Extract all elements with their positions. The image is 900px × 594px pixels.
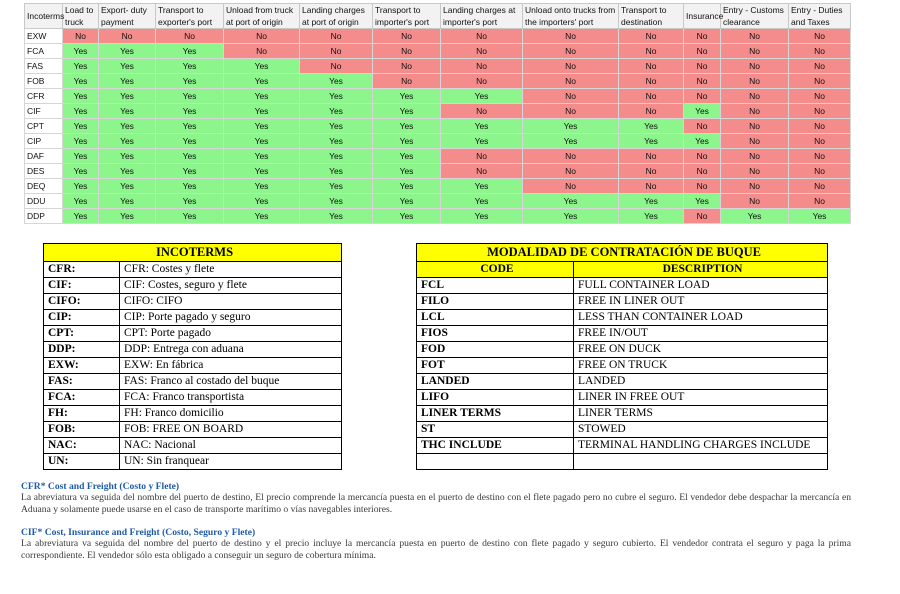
matrix-cell: Yes <box>373 179 441 194</box>
incoterms-description: FOB: FREE ON BOARD <box>120 422 342 438</box>
matrix-cell: Yes <box>224 134 300 149</box>
modalidad-row <box>417 438 828 454</box>
matrix-cell: No <box>789 74 851 89</box>
matrix-cell: Yes <box>224 104 300 119</box>
modalidad-row <box>417 422 828 438</box>
matrix-col-header: Landing charges at port of origin <box>300 4 373 29</box>
modalidad-description: LINER IN FREE OUT <box>574 390 828 406</box>
matrix-cell: Yes <box>523 209 619 224</box>
matrix-cell: Yes <box>619 119 684 134</box>
matrix-cell: No <box>373 29 441 44</box>
modalidad-code: FOT <box>417 358 574 374</box>
modalidad-title-row <box>417 244 828 262</box>
modalidad-code: LCL <box>417 310 574 326</box>
matrix-cell: Yes <box>684 104 721 119</box>
matrix-cell: Yes <box>63 44 99 59</box>
matrix-cell: No <box>224 29 300 44</box>
matrix-cell: No <box>441 59 523 74</box>
matrix-cell: No <box>789 119 851 134</box>
matrix-cell: No <box>441 44 523 59</box>
matrix-body <box>25 29 851 224</box>
modalidad-code <box>417 454 574 470</box>
matrix-cell: No <box>523 164 619 179</box>
matrix-cell: Yes <box>99 104 156 119</box>
matrix-cell: Yes <box>156 89 224 104</box>
modalidad-code: FOD <box>417 342 574 358</box>
matrix-cell: No <box>523 44 619 59</box>
matrix-row <box>25 149 851 164</box>
modalidad-col-description: DESCRIPTION <box>574 262 828 278</box>
matrix-cell: No <box>789 104 851 119</box>
matrix-cell: Yes <box>63 59 99 74</box>
incoterms-responsibility-matrix <box>24 3 851 224</box>
matrix-cell: No <box>684 89 721 104</box>
matrix-col-header: Transport to exporter's port <box>156 4 224 29</box>
matrix-cell: No <box>789 134 851 149</box>
matrix-col-header: Unload onto trucks from the importers' port <box>523 4 619 29</box>
matrix-cell: No <box>789 89 851 104</box>
note-cfr-title: Cost and Freight (Costo y Flete) <box>47 481 180 492</box>
matrix-col-header: Export- duty payment <box>99 4 156 29</box>
matrix-cell: Yes <box>99 209 156 224</box>
incoterms-description: FH: Franco domicilio <box>120 406 342 422</box>
matrix-cell: Yes <box>99 179 156 194</box>
matrix-cell: No <box>684 209 721 224</box>
matrix-cell: No <box>224 44 300 59</box>
matrix-cell: Yes <box>684 134 721 149</box>
matrix-cell: Yes <box>373 164 441 179</box>
matrix-term: FOB <box>25 74 63 89</box>
incoterms-row <box>44 294 342 310</box>
incoterms-code: CIF: <box>44 278 120 294</box>
matrix-cell: Yes <box>63 149 99 164</box>
matrix-cell: No <box>721 149 789 164</box>
matrix-cell: Yes <box>156 209 224 224</box>
matrix-cell: Yes <box>300 119 373 134</box>
note-cfr-body: La abreviatura va seguida del nombre del puerto de destino, El precio comprende la mercancía puesta en el puerto de destino con el flete pagado pero no cubre el seguro. El vendedor debe despachar la mercancía en Aduana y solamente puede usarse en el caso de transporte marítimo o vías navegables interiores. <box>21 492 851 515</box>
incoterms-code: FAS: <box>44 374 120 390</box>
matrix-cell: No <box>523 104 619 119</box>
matrix-cell: Yes <box>300 74 373 89</box>
incoterms-description: FAS: Franco al costado del buque <box>120 374 342 390</box>
modalidad-code: LINER TERMS <box>417 406 574 422</box>
matrix-cell: Yes <box>373 209 441 224</box>
incoterms-description: EXW: En fábrica <box>120 358 342 374</box>
matrix-cell: No <box>721 59 789 74</box>
incoterms-description: CFR: Costes y flete <box>120 262 342 278</box>
matrix-cell: Yes <box>99 74 156 89</box>
matrix-row <box>25 164 851 179</box>
matrix-cell: No <box>63 29 99 44</box>
modalidad-code: FIOS <box>417 326 574 342</box>
note-cfr-prefix: CFR* <box>21 481 46 492</box>
matrix-cell: Yes <box>373 104 441 119</box>
matrix-cell: No <box>789 194 851 209</box>
matrix-cell: Yes <box>99 59 156 74</box>
incoterms-description: CPT: Porte pagado <box>120 326 342 342</box>
matrix-cell: Yes <box>789 209 851 224</box>
matrix-row <box>25 179 851 194</box>
matrix-cell: No <box>441 149 523 164</box>
modalidad-description: TERMINAL HANDLING CHARGES INCLUDE <box>574 438 828 454</box>
matrix-cell: Yes <box>523 134 619 149</box>
modalidad-description: FREE IN LINER OUT <box>574 294 828 310</box>
matrix-cell: Yes <box>156 74 224 89</box>
matrix-cell: Yes <box>300 194 373 209</box>
matrix-cell: No <box>721 29 789 44</box>
matrix-cell: No <box>789 29 851 44</box>
matrix-cell: Yes <box>523 119 619 134</box>
matrix-cell: No <box>721 104 789 119</box>
matrix-cell: No <box>619 179 684 194</box>
incoterms-code: CIFO: <box>44 294 120 310</box>
incoterms-description: CIP: Porte pagado y seguro <box>120 310 342 326</box>
matrix-cell: No <box>619 59 684 74</box>
modalidad-description: FREE ON DUCK <box>574 342 828 358</box>
matrix-cell: No <box>684 119 721 134</box>
matrix-cell: No <box>684 29 721 44</box>
matrix-col-header: Load to truck <box>63 4 99 29</box>
incoterms-description: CIFO: CIFO <box>120 294 342 310</box>
matrix-cell: No <box>373 59 441 74</box>
matrix-cell: No <box>619 164 684 179</box>
matrix-cell: Yes <box>373 149 441 164</box>
matrix-cell: Yes <box>99 89 156 104</box>
incoterms-row <box>44 390 342 406</box>
incoterms-description: DDP: Entrega con aduana <box>120 342 342 358</box>
matrix-cell: Yes <box>156 164 224 179</box>
matrix-cell: No <box>99 29 156 44</box>
matrix-term: CPT <box>25 119 63 134</box>
matrix-cell: Yes <box>156 149 224 164</box>
matrix-cell: No <box>156 29 224 44</box>
matrix-cell: Yes <box>441 89 523 104</box>
matrix-cell: Yes <box>373 119 441 134</box>
modalidad-description: STOWED <box>574 422 828 438</box>
matrix-cell: Yes <box>63 119 99 134</box>
matrix-cell: Yes <box>441 209 523 224</box>
matrix-cell: Yes <box>441 134 523 149</box>
modalidad-description: LINER TERMS <box>574 406 828 422</box>
matrix-row <box>25 59 851 74</box>
incoterms-description: CIF: Costes, seguro y flete <box>120 278 342 294</box>
matrix-cell: Yes <box>224 59 300 74</box>
matrix-cell: Yes <box>619 194 684 209</box>
matrix-cell: No <box>619 29 684 44</box>
matrix-cell: Yes <box>441 179 523 194</box>
note-cif-title: Cost, Insurance and Freight (Costo, Seguro y Flete) <box>44 527 256 538</box>
modalidad-row <box>417 374 828 390</box>
matrix-cell: No <box>373 74 441 89</box>
modalidad-code: FILO <box>417 294 574 310</box>
matrix-col-header: Incoterms <box>25 4 63 29</box>
matrix-cell: Yes <box>224 194 300 209</box>
note-cif-body: La abreviatura va seguida del nombre del puerto de destino y el precio incluye la mercancía puesta en puerto de destino con flete pagado y seguro cubierto. El vendedor contrata el seguro y paga la prima correspondiente. El vendedor sólo esta obligado a conseguir un seguro de cobertura mínima. <box>21 538 851 561</box>
incoterms-description: NAC: Nacional <box>120 438 342 454</box>
incoterms-code: EXW: <box>44 358 120 374</box>
matrix-cell: No <box>721 89 789 104</box>
matrix-cell: No <box>441 29 523 44</box>
incoterms-table-body <box>44 262 342 470</box>
incoterms-code: CFR: <box>44 262 120 278</box>
modalidad-code: LIFO <box>417 390 574 406</box>
matrix-cell: Yes <box>99 134 156 149</box>
matrix-cell: Yes <box>373 134 441 149</box>
modalidad-row <box>417 294 828 310</box>
matrix-cell: No <box>721 44 789 59</box>
matrix-cell: Yes <box>300 164 373 179</box>
matrix-cell: No <box>684 164 721 179</box>
incoterms-row <box>44 278 342 294</box>
modalidad-col-code: CODE <box>417 262 574 278</box>
matrix-cell: Yes <box>63 209 99 224</box>
incoterms-code: UN: <box>44 454 120 470</box>
incoterms-row <box>44 262 342 278</box>
modalidad-code: ST <box>417 422 574 438</box>
matrix-cell: No <box>373 44 441 59</box>
matrix-col-header: Transport to importer's port <box>373 4 441 29</box>
matrix-term: DDU <box>25 194 63 209</box>
matrix-cell: Yes <box>224 74 300 89</box>
matrix-cell: No <box>300 29 373 44</box>
matrix-cell: Yes <box>156 104 224 119</box>
matrix-cell: Yes <box>63 164 99 179</box>
modalidad-row <box>417 358 828 374</box>
modalidad-title: MODALIDAD DE CONTRATACIÓN DE BUQUE <box>417 244 828 262</box>
matrix-cell: Yes <box>441 119 523 134</box>
incoterms-row <box>44 310 342 326</box>
matrix-cell: Yes <box>224 149 300 164</box>
modalidad-code: LANDED <box>417 374 574 390</box>
matrix-cell: No <box>619 44 684 59</box>
matrix-cell: No <box>441 74 523 89</box>
matrix-cell: Yes <box>721 209 789 224</box>
modalidad-table <box>416 243 828 470</box>
matrix-cell: Yes <box>63 179 99 194</box>
matrix-cell: No <box>523 179 619 194</box>
matrix-cell: No <box>721 194 789 209</box>
matrix-cell: No <box>684 59 721 74</box>
note-cif <box>21 527 851 562</box>
matrix-cell: Yes <box>99 194 156 209</box>
incoterms-row <box>44 422 342 438</box>
matrix-cell: Yes <box>224 119 300 134</box>
matrix-cell: Yes <box>63 134 99 149</box>
matrix-row <box>25 104 851 119</box>
matrix-cell: Yes <box>156 44 224 59</box>
note-cif-heading <box>21 527 851 538</box>
modalidad-description: FREE IN/OUT <box>574 326 828 342</box>
matrix-cell: No <box>523 149 619 164</box>
matrix-cell: Yes <box>99 44 156 59</box>
matrix-term: CIF <box>25 104 63 119</box>
matrix-cell: Yes <box>156 194 224 209</box>
matrix-cell: No <box>523 74 619 89</box>
matrix-col-header: Entry - Duties and Taxes <box>789 4 851 29</box>
incoterms-row <box>44 454 342 470</box>
matrix-header-row <box>25 4 851 29</box>
matrix-cell: Yes <box>156 179 224 194</box>
matrix-cell: No <box>789 59 851 74</box>
matrix-cell: Yes <box>156 134 224 149</box>
modalidad-code: THC INCLUDE <box>417 438 574 454</box>
matrix-cell: Yes <box>156 119 224 134</box>
matrix-cell: No <box>789 44 851 59</box>
incoterms-row <box>44 438 342 454</box>
modalidad-code: FCL <box>417 278 574 294</box>
matrix-cell: No <box>619 89 684 104</box>
matrix-col-header: Landing charges at importer's port <box>441 4 523 29</box>
matrix-row <box>25 134 851 149</box>
matrix-cell: No <box>721 74 789 89</box>
modalidad-row <box>417 454 828 470</box>
matrix-term: FCA <box>25 44 63 59</box>
matrix-cell: Yes <box>300 179 373 194</box>
matrix-cell: No <box>789 179 851 194</box>
modalidad-row <box>417 390 828 406</box>
modalidad-row <box>417 310 828 326</box>
matrix-cell: Yes <box>373 194 441 209</box>
matrix-cell: Yes <box>300 89 373 104</box>
modalidad-header-row <box>417 262 828 278</box>
matrix-cell: No <box>619 149 684 164</box>
matrix-col-header: Unload from truck at port of origin <box>224 4 300 29</box>
incoterms-row <box>44 326 342 342</box>
matrix-term: EXW <box>25 29 63 44</box>
matrix-cell: Yes <box>300 134 373 149</box>
matrix-cell: Yes <box>523 194 619 209</box>
modalidad-row <box>417 342 828 358</box>
matrix-cell: Yes <box>99 119 156 134</box>
matrix-cell: No <box>684 149 721 164</box>
matrix-cell: Yes <box>156 59 224 74</box>
incoterms-code: CPT: <box>44 326 120 342</box>
incoterms-title: INCOTERMS <box>44 244 342 262</box>
modalidad-row <box>417 278 828 294</box>
matrix-cell: Yes <box>619 209 684 224</box>
matrix-term: CIP <box>25 134 63 149</box>
matrix-cell: No <box>721 134 789 149</box>
matrix-row <box>25 89 851 104</box>
note-cif-prefix: CIF* <box>21 527 43 538</box>
incoterms-description: FCA: Franco transportista <box>120 390 342 406</box>
matrix-cell: Yes <box>63 194 99 209</box>
matrix-col-header: Insurance <box>684 4 721 29</box>
modalidad-table-body <box>417 278 828 470</box>
matrix-cell: Yes <box>619 134 684 149</box>
modalidad-description <box>574 454 828 470</box>
matrix-cell: No <box>619 74 684 89</box>
matrix-cell: No <box>441 104 523 119</box>
matrix-row <box>25 119 851 134</box>
incoterms-table <box>43 243 342 470</box>
matrix-row <box>25 74 851 89</box>
modalidad-description: LANDED <box>574 374 828 390</box>
matrix-row <box>25 209 851 224</box>
incoterms-row <box>44 342 342 358</box>
incoterms-title-row <box>44 244 342 262</box>
matrix-term: FAS <box>25 59 63 74</box>
matrix-cell: Yes <box>63 89 99 104</box>
note-cfr <box>21 481 851 516</box>
matrix-row <box>25 194 851 209</box>
incoterms-row <box>44 358 342 374</box>
incoterms-description: UN: Sin franquear <box>120 454 342 470</box>
matrix-cell: No <box>684 179 721 194</box>
matrix-cell: Yes <box>373 89 441 104</box>
matrix-cell: No <box>684 74 721 89</box>
matrix-cell: No <box>300 59 373 74</box>
modalidad-description: LESS THAN CONTAINER LOAD <box>574 310 828 326</box>
incoterms-code: NAC: <box>44 438 120 454</box>
modalidad-row <box>417 326 828 342</box>
matrix-term: CFR <box>25 89 63 104</box>
incoterms-code: CIP: <box>44 310 120 326</box>
matrix-cell: No <box>721 119 789 134</box>
matrix-term: DES <box>25 164 63 179</box>
matrix-term: DEQ <box>25 179 63 194</box>
matrix-cell: Yes <box>99 149 156 164</box>
incoterms-code: FOB: <box>44 422 120 438</box>
matrix-cell: No <box>721 179 789 194</box>
matrix-term: DAF <box>25 149 63 164</box>
matrix-cell: Yes <box>300 104 373 119</box>
matrix-cell: Yes <box>63 74 99 89</box>
matrix-cell: Yes <box>300 209 373 224</box>
matrix-cell: Yes <box>224 164 300 179</box>
matrix-cell: No <box>523 59 619 74</box>
matrix-cell: No <box>441 164 523 179</box>
modalidad-description: FULL CONTAINER LOAD <box>574 278 828 294</box>
matrix-cell: Yes <box>441 194 523 209</box>
matrix-cell: No <box>684 44 721 59</box>
matrix-row <box>25 44 851 59</box>
matrix-cell: No <box>789 164 851 179</box>
matrix-term: DDP <box>25 209 63 224</box>
incoterms-code: FCA: <box>44 390 120 406</box>
matrix-cell: No <box>523 89 619 104</box>
matrix-cell: No <box>721 164 789 179</box>
matrix-cell: Yes <box>300 149 373 164</box>
matrix-cell: Yes <box>224 209 300 224</box>
modalidad-row <box>417 406 828 422</box>
matrix-cell: Yes <box>224 89 300 104</box>
matrix-col-header: Entry - Customs clearance <box>721 4 789 29</box>
matrix-cell: Yes <box>224 179 300 194</box>
matrix-cell: No <box>523 29 619 44</box>
matrix-cell: Yes <box>99 164 156 179</box>
matrix-cell: No <box>789 149 851 164</box>
incoterms-row <box>44 374 342 390</box>
incoterms-code: FH: <box>44 406 120 422</box>
note-cfr-heading <box>21 481 851 492</box>
matrix-cell: Yes <box>63 104 99 119</box>
matrix-cell: Yes <box>684 194 721 209</box>
incoterms-code: DDP: <box>44 342 120 358</box>
modalidad-description: FREE ON TRUCK <box>574 358 828 374</box>
incoterms-row <box>44 406 342 422</box>
matrix-row <box>25 29 851 44</box>
matrix-cell: No <box>300 44 373 59</box>
matrix-cell: No <box>619 104 684 119</box>
matrix-col-header: Transport to destination <box>619 4 684 29</box>
